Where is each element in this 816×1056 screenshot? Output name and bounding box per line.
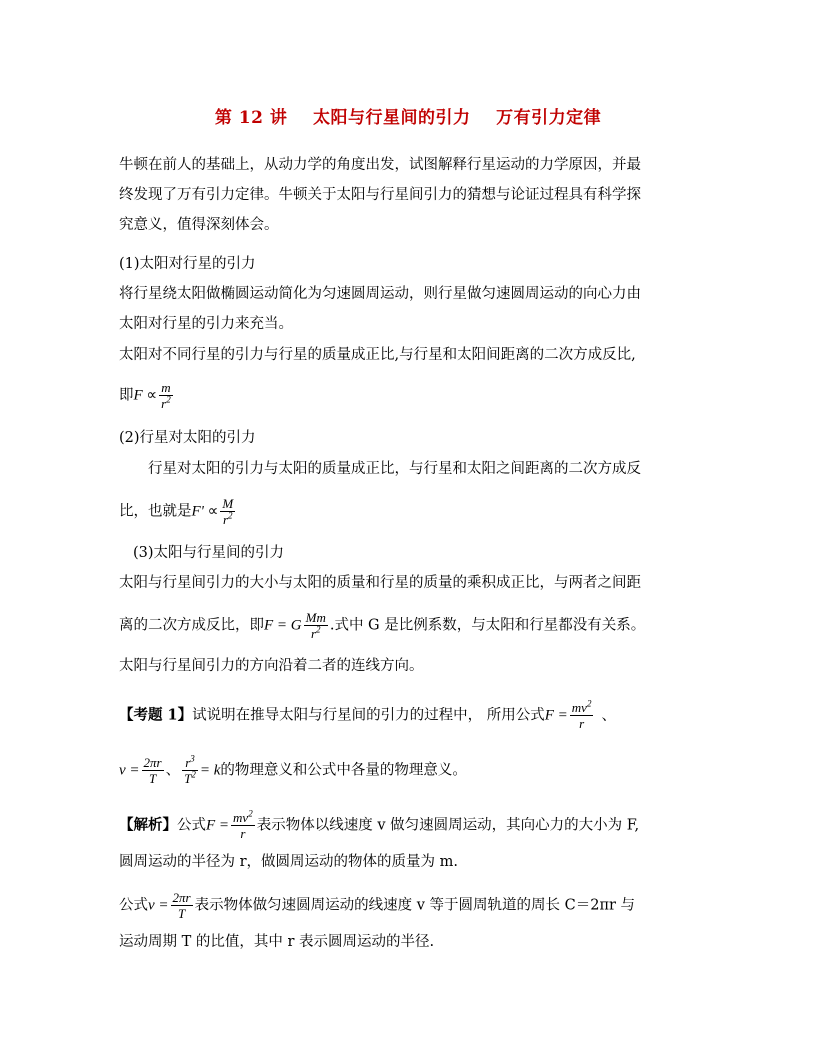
analysis-line-2: 圆周运动的半径为 r，做圆周运动的物体的质量为 m.	[119, 854, 459, 870]
section3-formula-line	[119, 610, 645, 641]
fraction-numerator: m	[159, 380, 173, 396]
question-text: 试说明在推导太阳与行星间的引力的过程中， 所用公式	[192, 707, 545, 724]
analysis-tag: 【解析】	[119, 816, 177, 834]
question-suffix: 的物理意义和公式中各量的物理意义。	[220, 762, 467, 779]
formula-lhs: F	[133, 387, 143, 404]
section1-line-1: 将行星绕太阳做椭圆运动简化为匀速圆周运动，则行星做匀速圆周运动的向心力由	[119, 286, 641, 302]
formula-lhs: F =	[206, 817, 230, 834]
section1-line-3: 太阳对不同行星的引力与行星的质量成正比,与行星和太阳间距离的二次方成反比,	[119, 347, 636, 363]
analysis-prefix: 公式	[119, 897, 148, 914]
fraction-denominator: r	[579, 716, 585, 731]
analysis-suffix: 表示物体以线速度 v 做匀速圆周运动，其向心力的大小为 F,	[256, 817, 640, 834]
question-line-2	[119, 755, 467, 786]
section2-formula-line	[119, 496, 237, 527]
fraction-denominator: T	[148, 771, 157, 786]
fraction-numerator: 2πr	[143, 755, 162, 770]
page-title: 第 12 讲 太阳与行星间的引力 万有引力定律	[214, 108, 602, 128]
formula-lhs: v =	[119, 762, 140, 779]
formula-fraction: $\frac{mv^2}{r}$	[233, 808, 253, 841]
section3-line-1: 太阳与行星间引力的大小与太阳的质量和行星的质量的乘积成正比，与两者之间距	[119, 575, 641, 591]
section3-formula-prefix: 离的二次方成反比，即	[119, 617, 264, 634]
analysis-prefix: 公式	[177, 817, 206, 834]
question-tag: 【考题 1】	[119, 706, 193, 724]
fraction-denominator: T	[184, 771, 192, 786]
section3-formula-suffix: .式中 G 是比例系数，与太阳和行星都没有关系。	[329, 617, 646, 634]
intro-line-2: 终发现了万有引力定律。牛顿关于太阳与行星间引力的猜想与论证过程具有科学探	[119, 187, 641, 203]
fraction-denominator: r	[161, 396, 167, 411]
formula-lhs: F = G	[264, 617, 302, 634]
formula-fraction: $\frac{Mm}{r^2}$	[305, 610, 326, 641]
formula-lhs: v =	[148, 897, 169, 914]
formula-lhs: F'	[191, 503, 204, 520]
formula-fraction	[171, 890, 193, 921]
section3-heading: (3)太阳与行星间的引力	[133, 545, 285, 561]
analysis-line-1	[119, 810, 639, 841]
fraction-denominator: r	[310, 626, 317, 641]
section1-formula-line	[119, 380, 175, 411]
formula-fraction	[142, 755, 164, 786]
section1-heading: (1)太阳对行星的引力	[119, 256, 256, 272]
formula-rhs: = k	[199, 762, 221, 779]
fraction-numerator: 2πr	[172, 890, 191, 905]
section1-formula-prefix: 即	[119, 387, 134, 404]
section2-formula-prefix: 比，也就是	[119, 503, 192, 520]
formula-fraction: $\frac{mv^2}{r}$	[571, 698, 592, 731]
analysis-suffix: 表示物体做匀速圆周运动的线速度 v 等于圆周轨道的周长 C＝2πr 与	[194, 897, 636, 914]
separator: 、	[601, 707, 616, 724]
fraction-numerator: M	[222, 496, 234, 511]
formula-lhs: F =	[544, 707, 568, 724]
proportional-symbol: ∝	[142, 387, 158, 404]
question-line-1	[119, 700, 616, 731]
fraction-numerator: Mm	[305, 610, 326, 625]
section1-line-2: 太阳对行星的引力来充当。	[119, 316, 293, 332]
fraction-denominator: T	[177, 906, 186, 921]
section3-line-3: 太阳与行星间引力的方向沿着二者的连线方向。	[119, 658, 424, 674]
formula-fraction: $\frac{M}{r^2}$	[222, 496, 234, 527]
formula-fraction: $\frac{m}{r^2}$	[161, 380, 171, 411]
proportional-symbol: ∝	[203, 503, 219, 520]
section2-line-1: 行星对太阳的引力与太阳的质量成正比，与行星和太阳之间距离的二次方成反	[148, 461, 641, 477]
fraction-numerator: mv	[571, 700, 587, 715]
analysis-line-3	[119, 890, 635, 921]
intro-line-1: 牛顿在前人的基础上，从动力学的角度出发，试图解释行星运动的力学原因，并最	[119, 157, 641, 173]
fraction-denominator: r	[240, 826, 246, 841]
fraction-numerator: r	[185, 755, 191, 770]
formula-fraction: $\frac{r^3}{T^2}$	[184, 753, 196, 786]
fraction-denominator: r	[222, 512, 229, 527]
separator: 、	[165, 762, 181, 779]
analysis-line-4: 运动周期 T 的比值，其中 r 表示圆周运动的半径.	[119, 934, 435, 950]
section2-heading: (2)行星对太阳的引力	[119, 430, 256, 446]
intro-line-3: 究意义，值得深刻体会。	[119, 217, 279, 233]
fraction-numerator: mv	[233, 810, 249, 825]
